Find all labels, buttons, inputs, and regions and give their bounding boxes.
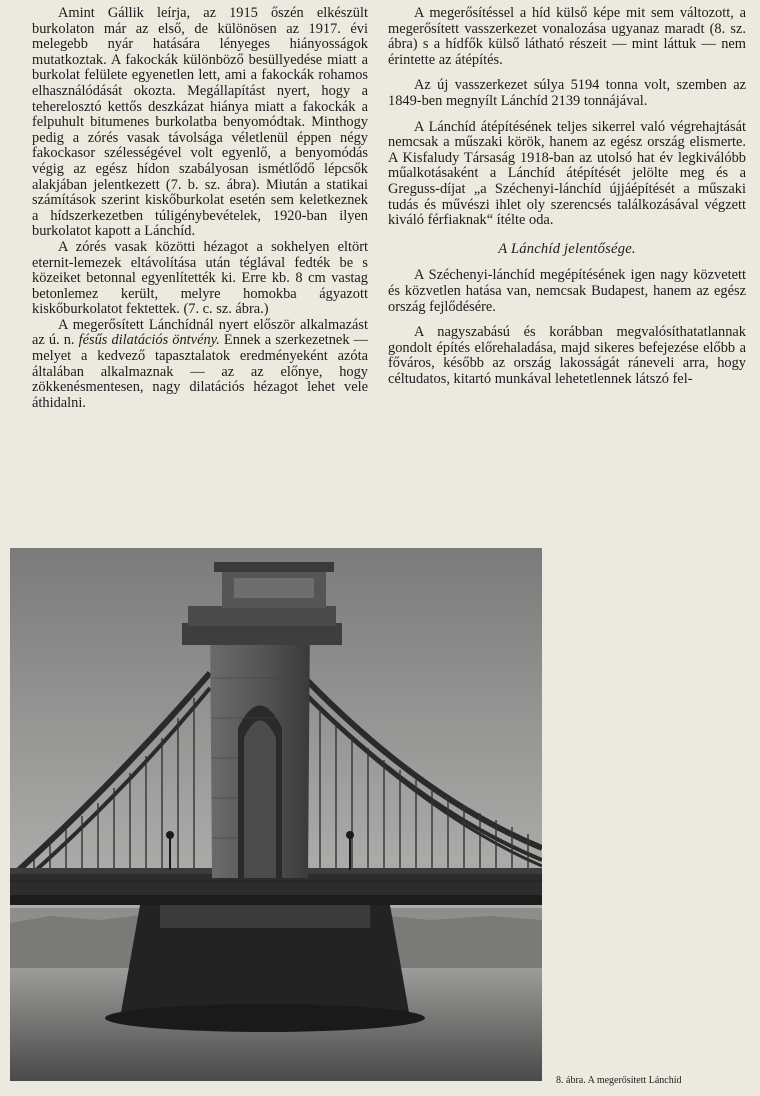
paragraph: A Lánchíd átépítésének teljes sikerrel való végrehajtását nemcsak a műszaki körök, hanem az egész ország elismerte. A Kisfaludy Társaság 1918-ban az utolsó hat év legkiválóbb műalkotásaként a Lánchíd átépítését jelölte meg és a Greguss-díjat „a Széchenyi-lánchíd újjáépítését a műszaki tudás és művészi ihlet oly szerencsés találkozásával végzett kiváló férfiaknak“ ítélte oda. xyxy=(388,118,746,229)
left-text-column xyxy=(32,6,368,411)
paragraph xyxy=(32,318,368,412)
paragraph: A Széchenyi-lánchíd megépítésének igen nagy közvetett és közvetlen hatása van, nemcsak Budapest, hanem az egész ország fejlődésére. xyxy=(388,267,746,315)
paragraph: A nagyszabású és korábban megvalósíthatatlannak gondolt építés előrehaladása, majd sikeres befejezése előbb a főváros, később az ország lakosságát ráneveli arra, hogy céltudatos, kitartó munkával lehetetlennek látszó fel- xyxy=(388,324,746,387)
paragraph: A zórés vasak közötti hézagot a sokhelyen eltört eternit-lemezek eltávolítása után téglával fedték be s közeiket betonnal egyenlítették ki. Erre kb. 8 cm vastag betonlemez került, melyre homokba ágyazott kiskőburkolatot fektettek. (7. c. sz. ábra.) xyxy=(32,238,368,318)
paragraph: Az új vasszerkezet súlya 5194 tonna volt, szemben az 1849-ben megnyílt Lánchíd 2139 tonnájával. xyxy=(388,77,746,109)
italic-term: fésűs dilatációs öntvény. xyxy=(78,332,220,349)
right-text-column xyxy=(388,6,746,387)
text-span: A megerősített Lánchídnál nyert először alkalmazást az ú. n. xyxy=(32,316,368,349)
section-heading: A Lánchíd jelentősége. xyxy=(498,240,636,257)
paragraph: A megerősítéssel a híd külső képe mit sem változott, a megerősített vasszerkezet vonalozása ugyanaz maradt (8. sz. ábra) s a hídfők külső látható részeit — mint láttuk — nem érintette az átépítés. xyxy=(388,5,746,68)
chain-bridge-pier-photo xyxy=(10,548,542,1081)
paragraph: Amint Gállik leírja, az 1915 őszén elkészült burkolaton már az első, de különösen az 1917. évi melegebb nyár hatására lényeges hiányosságok mutatkoztak. A fakockák különböző besüllyedése miatt a burkolat felülete egyenetlen lett, ami a fakockák rohamos elhasználódását okozta. Megállapítást nyert, hogy a teherelosztó kettős deszkázat hiánya miatt a fakockák a felpuhult bitumenes burkolatba benyomódtak. Minthogy pedig a zórés vasak távolsága véletlenül éppen négy fakockasor szélességével volt egyenlő, a benyomódás végig az egész hídon szabályosan ismétlődő lépcsők alakjában jelentkezett (7. b. sz. ábra). Miután a statikai számítások szerint kiskőburkolat esetén sem keletkeznek a hídszerkezetben túligénybevételek, 1920-ban ilyen burkolatot kapott a Lánchíd. xyxy=(32,5,368,240)
text-span: Ennek a szerkezetnek — melyet a kedvező tapasztalatok eredményeként azóta általában alkalmaznak — az az előnye, hogy zökkenésmentesen, nagy dilatációs hézagot lehet vele áthidalni. xyxy=(32,332,368,411)
figure-caption: 8. ábra. A megerősített Lánchíd xyxy=(556,1075,682,1086)
